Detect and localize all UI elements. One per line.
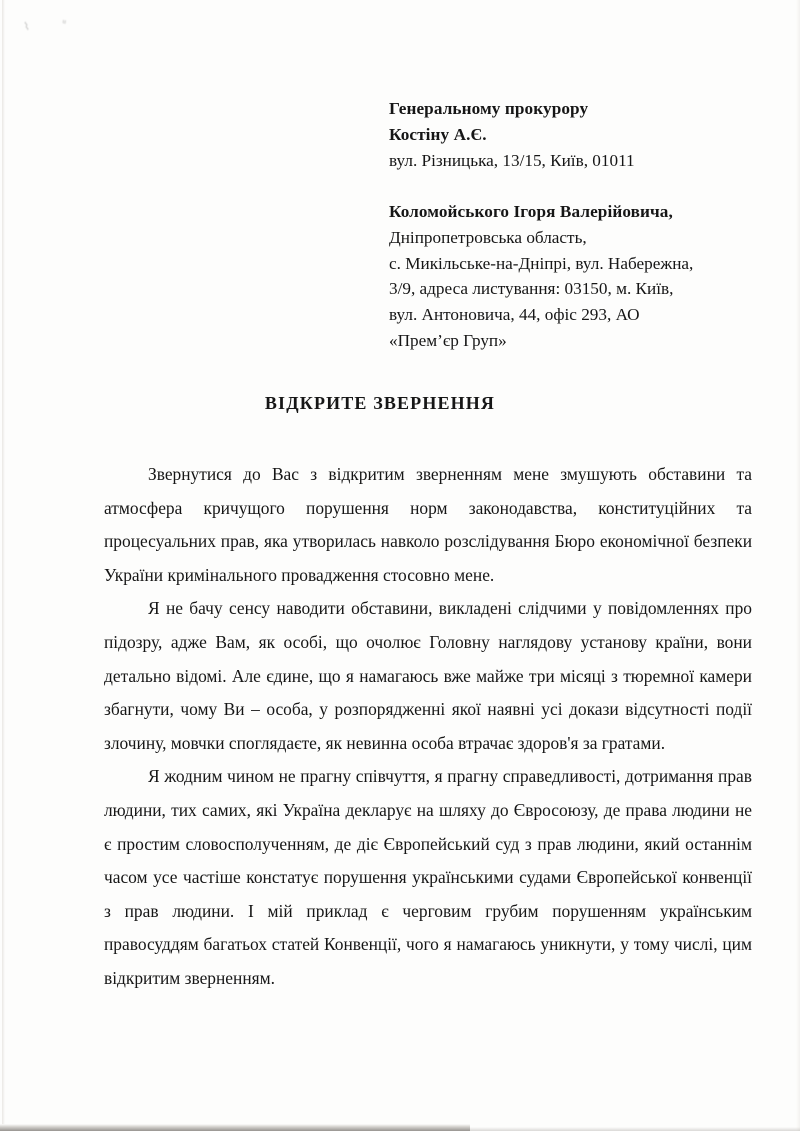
scan-shadow-bottom [0, 1124, 470, 1131]
body-paragraph-3: Я жодним чином не прагну співчуття, я прагну справедливості, дотримання прав людини, тих самих, які Україна декларує на шляху до Євросоюзу, де права людини не є простим словосполученням, де діє Європейський суд з прав людини, який останнім часом усе частіше констатує порушення українськими судами Європейської конвенції з прав людини. І мій приклад є черговим грубим порушенням українським правосуддям багатьох статей Конвенції, чого я намагаюсь уникнути, у тому числі, цим відкритим зверненням. [104, 766, 752, 988]
ink-smudge-icon: ᶶ [60, 15, 68, 31]
body-paragraph-2: Я не бачу сенсу наводити обставини, викладені слідчими у повідомленнях про підозру, адже Вам, як особі, що очолює Головну наглядову установу країни, вони детально відомі. Але єдине, що я намагаюсь вже майже три місяці з тюремної камери збагнути, чому Ви – особа, у розпорядженні якої наявні усі докази відсутності події злочину, мовчки споглядаєте, як невинна особа втрачає здоров'я за гратами. [104, 598, 752, 753]
sender-address-line-2: с. Микільське-на-Дніпрі, вул. Набережна, [389, 253, 694, 273]
scan-shadow-bottom-soft [0, 1127, 800, 1131]
sender-address-line-4: вул. Антоновича, 44, офіс 293, АО [389, 305, 640, 325]
addressee-primary-address: вул. Різницька, 13/15, Київ, 01011 [389, 150, 635, 170]
body-paragraph-1: Звернутися до Вас з відкритим зверненням мене змушують обставини та атмосфера кричущого порушення норм законодавства, конституційних та процесуальних прав, яка утворилась навколо розслідування Бюро економічної безпеки України кримінального провадження стосовно мене. [104, 464, 752, 585]
sender-address-line-1: Дніпропетровська область, [389, 227, 587, 247]
page-title: ВІДКРИТЕ ЗВЕРНЕННЯ [264, 393, 496, 413]
sender-address-line-5: «Прем’єр Груп» [389, 330, 507, 350]
addressee-primary [389, 96, 789, 173]
ink-smudge-icon: ⌇ [22, 20, 31, 34]
addressee-secondary [389, 199, 789, 354]
document-body [104, 458, 752, 996]
addressee-primary-name: Костіну А.Є. [389, 124, 487, 144]
addressee-primary-role: Генеральному прокурору [389, 99, 589, 118]
scan-edge-left [2, 0, 5, 1125]
sender-name: Коломойського Ігоря Валерійовича, [389, 202, 673, 221]
sender-address-line-3: 3/9, адреса листування: 03150, м. Київ, [389, 279, 674, 299]
scan-edge-right [796, 0, 800, 1131]
